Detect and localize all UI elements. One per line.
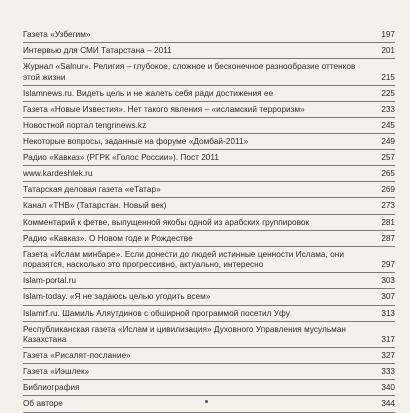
toc-entry-title: Журнал «Salnur». Религия – глубокое, сложное и бесконечное разнообразие оттенков этой жизни xyxy=(23,62,356,82)
toc-entry-title: Республиканская газета «Ислам и цивилизация» Духовного Управления мусульман Казахстана xyxy=(23,324,347,345)
toc-entry-page: 273 xyxy=(381,201,395,211)
toc-entry-page: 265 xyxy=(381,169,395,179)
toc-entry-title: Газета «Узбегим» xyxy=(23,30,91,39)
toc-entry-page: 313 xyxy=(381,308,395,318)
table-of-contents xyxy=(23,27,395,413)
toc-entry-title: Об авторе xyxy=(23,399,63,409)
toc-entry-page: 249 xyxy=(381,137,395,147)
toc-entry-page: 287 xyxy=(381,233,395,243)
toc-entry xyxy=(23,86,395,102)
toc-entry-page: 297 xyxy=(381,260,395,270)
toc-entry-page: 281 xyxy=(381,217,395,227)
toc-entry xyxy=(23,273,395,289)
toc-entry xyxy=(23,198,395,214)
toc-entry-title: Канал «ТНВ» (Татарстан. Новый век) xyxy=(23,201,167,211)
toc-entry-title: Интервью для СМИ Татарстана – 2011 xyxy=(23,46,172,56)
toc-entry-page: 233 xyxy=(381,104,395,114)
toc-entry xyxy=(23,306,395,322)
toc-entry xyxy=(23,215,395,231)
footer-mark xyxy=(205,400,208,403)
toc-entry-title: Новостной портал tengrinews.kz xyxy=(23,120,147,130)
toc-entry xyxy=(23,396,395,412)
toc-entry-page: 245 xyxy=(381,120,395,130)
toc-entry-page: 225 xyxy=(381,88,395,98)
toc-entry-title: Комментарий к фетве, выпущенной якобы одной из арабских группировок xyxy=(23,217,310,227)
toc-entry-title: Islamrf.ru. Шамиль Аляутдинов с обширной программой посетил Уфу xyxy=(23,308,290,318)
toc-entry xyxy=(23,43,395,59)
toc-entry-title: Радио «Кавказ». О Новом годе и Рождестве xyxy=(23,233,193,243)
toc-entry xyxy=(23,247,395,274)
toc-entry-title: Татарская деловая газета «еТатар» xyxy=(23,185,161,195)
toc-entry-page: 327 xyxy=(381,351,395,361)
toc-entry-title: www.kardeshlek.ru xyxy=(23,169,93,179)
toc-entry-title: Islamnews.ru. Видеть цель и не жалеть себя ради достижения ее xyxy=(23,88,274,98)
toc-entry xyxy=(23,380,395,396)
toc-entry-page: 344 xyxy=(381,399,395,409)
toc-entry xyxy=(23,182,395,198)
toc-entry-page: 201 xyxy=(381,46,395,56)
toc-entry xyxy=(23,348,395,364)
toc-entry-page: 307 xyxy=(381,292,395,302)
toc-entry-title: Газета «Рисалят-послание» xyxy=(23,351,131,361)
toc-entry-title: Газета «Новые Известия». Нет такого явления – «исламский терроризм» xyxy=(23,104,305,114)
toc-entry-title: Газета «Иэшлек» xyxy=(23,367,90,377)
toc-entry-page: 257 xyxy=(381,153,395,163)
toc-entry xyxy=(23,231,395,247)
toc-entry xyxy=(23,27,395,43)
toc-entry-title: Радио «Кавказ» (РГРК «Голос России»). Пост 2011 xyxy=(23,153,220,163)
toc-entry xyxy=(23,59,395,86)
toc-entry-title: Некоторые вопросы, заданные на форуме «Домбай-2011» xyxy=(23,137,249,147)
toc-entry-title: Газета «Ислам минбаре». Если донести до людей истинные ценности Ислама, они поразятся, насколько это прогрессивно, актуально, интересно xyxy=(23,249,344,270)
toc-entry-title: Islam-portal.ru xyxy=(23,276,77,286)
toc-entry xyxy=(23,102,395,118)
toc-entry xyxy=(23,364,395,380)
toc-entry-title: Islam-today. «Я не задаюсь целью угодить всем» xyxy=(23,292,211,302)
toc-entry-title: Библиография xyxy=(23,383,80,393)
toc-entry-page: 197 xyxy=(381,30,395,39)
toc-entry xyxy=(23,134,395,150)
toc-entry xyxy=(23,166,395,182)
toc-entry xyxy=(23,150,395,166)
toc-entry-page: 340 xyxy=(381,383,395,393)
toc-entry-page: 269 xyxy=(381,185,395,195)
toc-entry-page: 317 xyxy=(381,335,395,345)
toc-entry-page: 333 xyxy=(381,367,395,377)
toc-entry-page: 215 xyxy=(381,72,395,82)
toc-entry xyxy=(23,289,395,305)
toc-entry xyxy=(23,322,395,349)
toc-entry xyxy=(23,118,395,134)
toc-entry-page: 303 xyxy=(381,276,395,286)
